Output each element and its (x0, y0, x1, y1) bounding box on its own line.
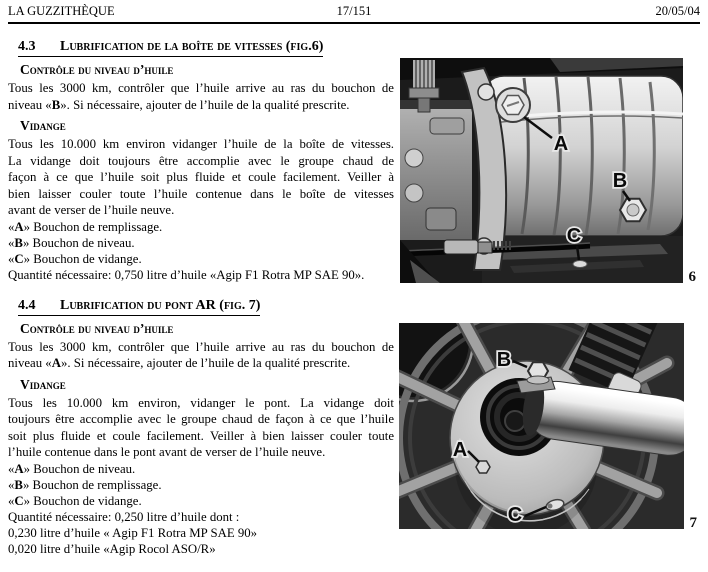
text-line: soit plus fluide et coule facilement. Veiller à bien laisser couler toute (8, 428, 394, 443)
text-line: façon à ce que l’huile soit plus fluide et coule facilement. Veiller à (8, 170, 394, 184)
figure-6-label-a: A (553, 133, 569, 155)
figure-6-label-b: B (612, 170, 628, 192)
text-line: bien laisser couler toute l’huile contenue dans le boîte de vitesses (8, 186, 394, 201)
text-line: La vidange doit toujours être accomplie avec le groupe chaud de (8, 153, 394, 168)
quantity-detail: 0,230 litre d’huile « Agip F1 Rotra MP SAE 90» (8, 525, 258, 540)
text-line: niveau «A». Si nécessaire, ajouter de l’huile de la qualité prescrite. (8, 356, 351, 370)
section-number: 4.3 (18, 39, 36, 54)
quantity-detail: 0,020 litre d’huile «Agip Rocol ASO/R» (8, 541, 216, 556)
legend-item: «C» Bouchon de vidange. (8, 493, 142, 508)
text-line: Tous les 10.000 km environ, vidanger le pont. La vidange doit (8, 395, 394, 410)
text-line: avant de verser de l’huile neuve. (8, 203, 175, 217)
section-heading-4-3 (8, 39, 394, 57)
text-line: toujours être accomplie avec le groupe chaud de façon à ce que l’huile (8, 412, 394, 426)
section-title: Lubrification de la boîte de vitesses (fig.6) (60, 39, 324, 54)
subheading-drain-2: Vidange (20, 376, 66, 392)
figure-7-label-a: A (452, 439, 468, 461)
figure-7-label-c: C (507, 504, 523, 526)
figure-7-number: 7 (689, 515, 697, 531)
text-line: Tous les 10.000 km environ vidanger l’huile de la boîte de vitesses. (8, 137, 394, 151)
gearbox-illustration (400, 58, 683, 283)
quantity-note: Quantité nécessaire: 0,250 litre d’huile dont : (8, 509, 240, 524)
legend-item: «A» Bouchon de remplissage. (8, 219, 163, 234)
legend-item: «A» Bouchon de niveau. (8, 461, 136, 476)
legend-item: «B» Bouchon de remplissage. (8, 477, 162, 492)
legend-list-1 (8, 219, 394, 283)
figure-7-rear-drive-photo (399, 323, 697, 531)
paragraph-oil-level-1 (8, 80, 394, 113)
section-number: 4.4 (18, 297, 36, 313)
quantity-note: Quantité nécessaire: 0,750 litre d’huile «Agip F1 Rotra MP SAE 90». (8, 267, 365, 282)
text-line: Tous les 3000 km, contrôler que l’huile arrive au ras du bouchon de (8, 339, 394, 354)
page-header (8, 4, 700, 22)
paragraph-drain-1 (8, 136, 394, 219)
text-line: Tous les 3000 km, contrôler que l’huile arrive au ras du bouchon de (8, 81, 394, 95)
drain-plug-c (573, 261, 587, 268)
section-heading-4-4 (8, 298, 394, 316)
subheading-drain-1: Vidange (20, 118, 66, 133)
subheading-oil-level-check-1: Contrôle du niveau d’huile (20, 62, 174, 77)
legend-list-2 (8, 461, 394, 557)
text-line: niveau «B». Si nécessaire, ajouter de l’huile de la qualité prescrite. (8, 97, 350, 112)
figure-7-label-b: B (496, 349, 512, 371)
header-page-number: 17/151 (336, 4, 372, 18)
text-column (8, 24, 394, 557)
legend-item: «B» Bouchon de niveau. (8, 235, 135, 250)
subheading-oil-level-check-2: Contrôle du niveau d’huile (20, 320, 174, 336)
header-date: 20/05/04 (655, 4, 700, 18)
rear-drive-illustration (399, 323, 684, 529)
section-title: Lubrification du pont AR (fig. 7) (60, 297, 261, 313)
text-line: l’huile contenue dans le pont avant de verser de l’huile neuve. (8, 445, 326, 459)
figure-6-label-c: C (566, 225, 582, 247)
legend-item: «C» Bouchon de vidange. (8, 251, 142, 266)
figure-6-gearbox-photo (400, 58, 696, 285)
header-title: LA GUZZITHÈQUE (8, 4, 115, 18)
paragraph-oil-level-2 (8, 339, 394, 372)
figure-6-number: 6 (688, 269, 696, 285)
paragraph-drain-2 (8, 395, 394, 461)
